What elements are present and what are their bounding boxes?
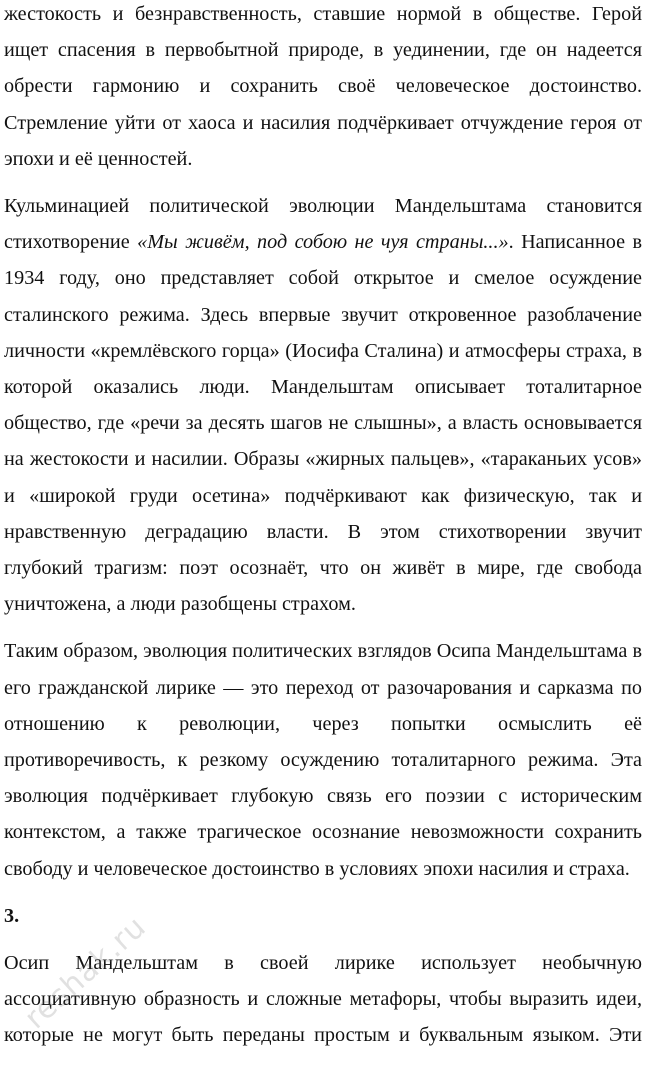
poem-title: «Мы живём, под собою не чуя страны...»	[137, 231, 509, 254]
paragraph-2-intro: Кульминацией политической эволюции Мандельштама становится стихотворение	[4, 195, 642, 254]
section-number: 3.	[4, 904, 20, 927]
paragraph-2	[4, 188, 642, 622]
paragraph-3: Таким образом, эволюция политических взглядов Осипа Мандельштама в его гражданской лирике — это переход от разочарования и сарказма по отношению к революции, через попытки осмыслить её противоречивость, к резкому осуждению тоталитарного режима. Эта эволюция подчёркивает глубокую связь его поэзии с историческим контекстом, а также трагическое осознание невозможности сохранить свободу и человеческое достоинство в условиях эпохи насилия и страха.	[4, 640, 642, 880]
paragraph-1: жестокость и безнравственность, ставшие нормой в обществе. Герой ищет спасения в первобытной природе, в уединении, где он надеется обрести гармонию и сохранить своё человеческое достоинство. Стремление уйти от хаоса и насилия подчёркивает отчуждение героя от эпохи и её ценностей.	[4, 3, 642, 170]
paragraph-2-body: . Написанное в 1934 году, оно представляет собой открытое и смелое осуждение сталинского режима. Здесь впервые звучит откровенное разоблачение личности «кремлёвского горца» (Иосифа Сталина) и атмосферы страха, в которой оказались люди. Мандельштам описывает тоталитарное общество, где «речи за десять шагов не слышны», а власть основывается на жестокости и насилии. Образы «жирных пальцев», «тараканьих усов» и «широкой груди осетина» подчёркивают как физическую, так и нравственную деградацию власти. В этом стихотворении звучит глубокий трагизм: поэт осознаёт, что он живёт в мире, где свобода уничтожена, а люди разобщены страхом.	[4, 231, 642, 616]
document-page	[4, 0, 642, 1054]
watermark-text: reshak.ru	[18, 909, 154, 1037]
paragraph-4: Осип Мандельштам в своей лирике использует необычную ассоциативную образность и сложные метафоры, чтобы выразить идеи, которые не могут быть переданы простым и буквальным языком. Эти	[4, 952, 642, 1047]
